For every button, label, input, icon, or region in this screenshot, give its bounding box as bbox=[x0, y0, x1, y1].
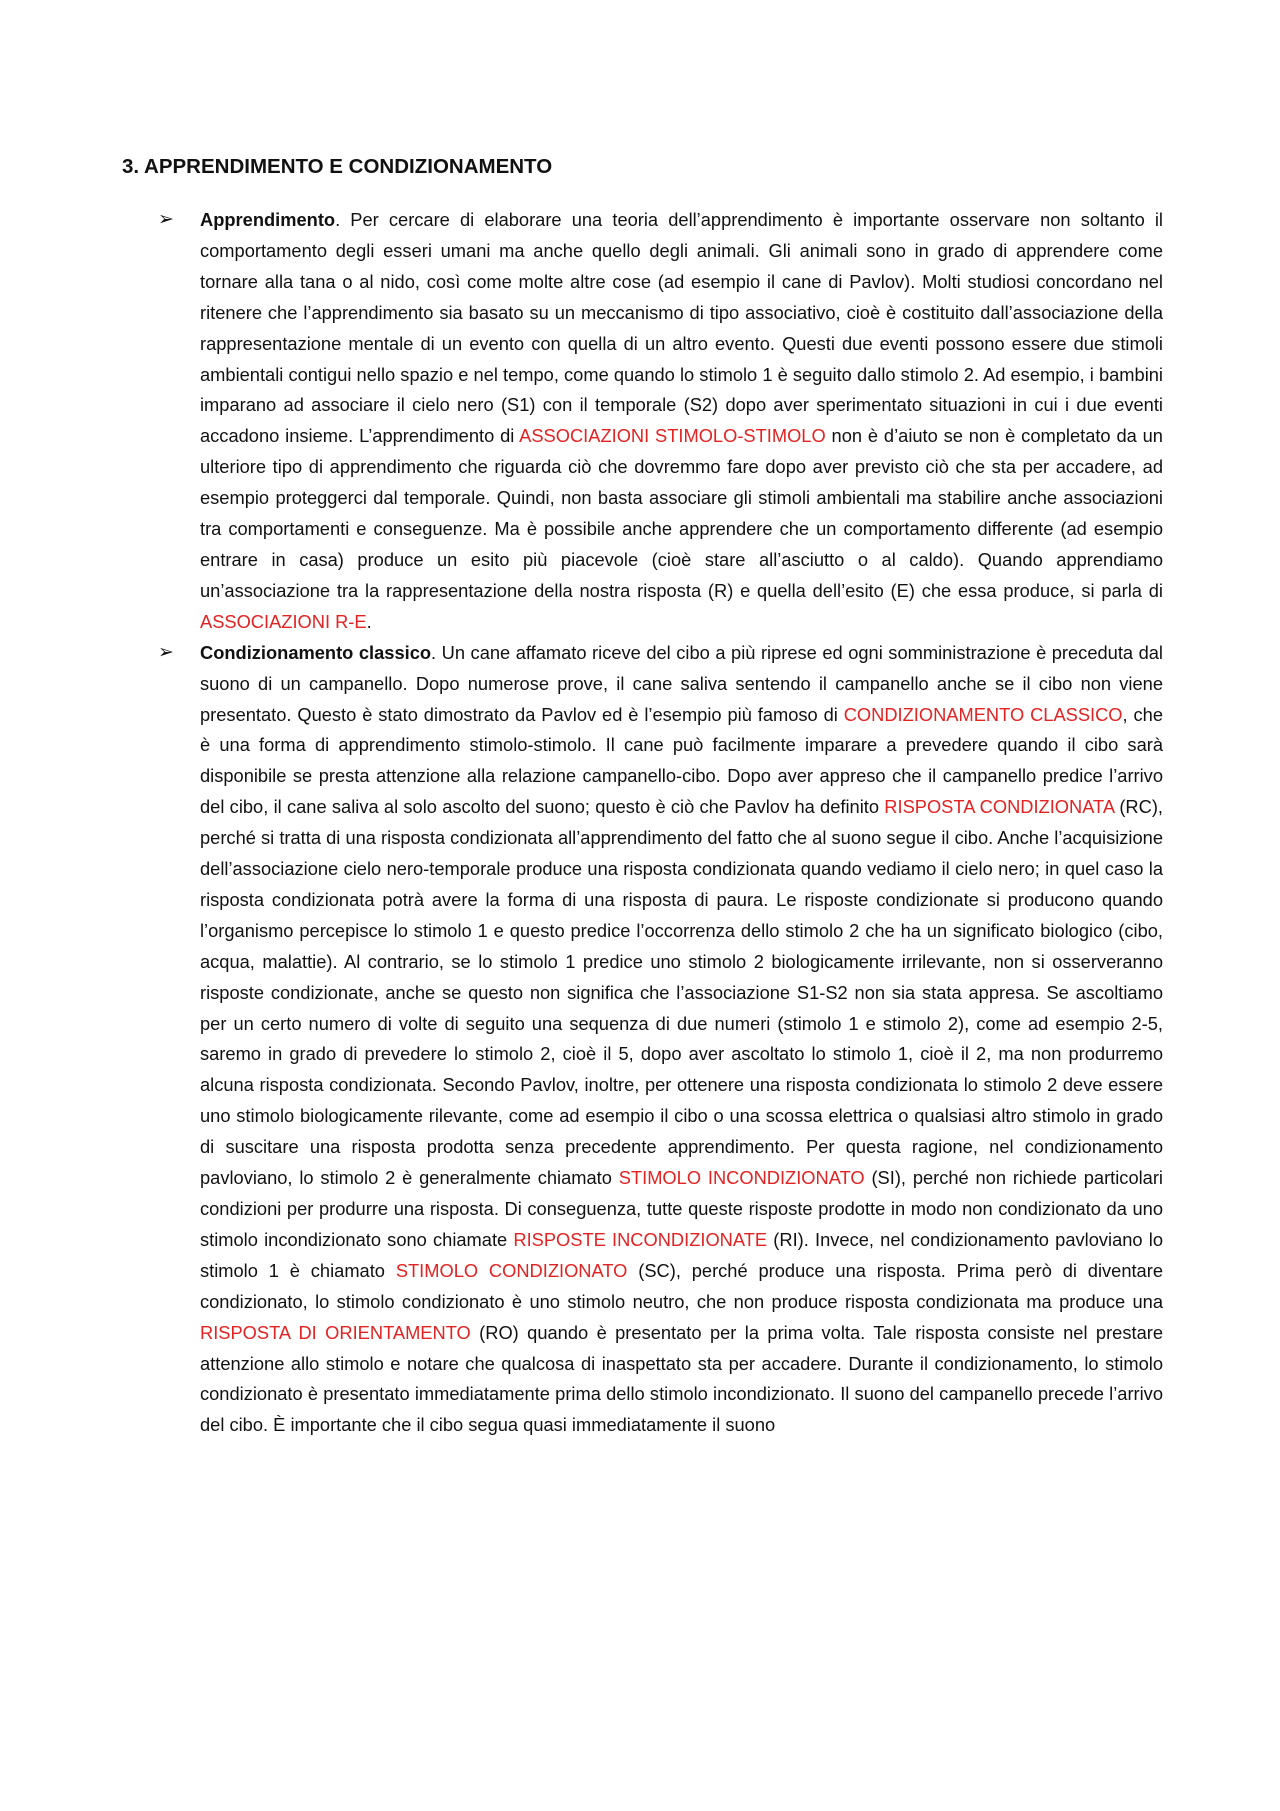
paragraph-text: (RO) quando è presentato per la prima volta. Tale risposta consiste nel prestare attenzione allo stimolo e notare che qualcosa di inaspettato sta per accadere. Durante il condizionamento, lo stimolo condizionato è presentato immediatamente prima dello stimolo incondizionato. Il suono del campanello precede l’arrivo del cibo. È importante che il cibo segua quasi immediatamente il suono bbox=[200, 1321, 1163, 1436]
highlighted-term: RISPOSTA CONDIZIONATA bbox=[884, 796, 1115, 818]
arrowhead-bullet-icon: ➢ bbox=[158, 209, 174, 230]
highlighted-term: CONDIZIONAMENTO CLASSICO bbox=[843, 703, 1123, 725]
paragraph-text: (RI). Invece, nel condizionamento pavloviano lo stimolo 1 è chiamato bbox=[200, 1228, 1163, 1281]
highlighted-term: RISPOSTE INCONDIZIONATE bbox=[513, 1228, 768, 1250]
bullet-item-apprendimento bbox=[158, 205, 1163, 638]
highlighted-term: STIMOLO INCONDIZIONATO bbox=[618, 1167, 865, 1189]
bullet-paragraph bbox=[200, 205, 1163, 638]
paragraph-text: . Un cane affamato riceve del cibo a più riprese ed ogni somministrazione è preceduta dal suono di un campanello. Dopo numerose prove, il cane saliva sentendo il campanello anche se il cibo non viene presentato. Questo è stato dimostrato da Pavlov ed è l’esempio più famoso di bbox=[200, 641, 1163, 725]
paragraph-text: (RC), perché si tratta di una risposta condizionata all’apprendimento del fatto che al suono segue il cibo. Anche l’acquisizione dell’associazione cielo nero-temporale produce una risposta condizionata quando vediamo il cielo nero; in quel caso la risposta condizionata potrà avere la forma di una risposta di paura. Le risposte condizionate si producono quando l’organismo percepisce lo stimolo 1 e questo predice l’occorrenza dello stimolo 2 che ha un significato biologico (cibo, acqua, malattie). Al contrario, se lo stimolo 1 predice uno stimolo 2 biologicamente irrilevante, non si osserveranno risposte condizionate, anche se questo non significa che l’associazione S1-S2 non sia stata appresa. Se ascoltiamo per un certo numero di volte di seguito una sequenza di due numeri (stimolo 1 e stimolo 2), come ad esempio 2-5, saremo in grado di prevedere lo stimolo 2, cioè il 5, dopo aver ascoltato lo stimolo 1, cioè il 2, ma non produrremo alcuna risposta condizionata. Secondo Pavlov, inoltre, per ottenere una risposta condizionata lo stimolo 2 deve essere uno stimolo biologicamente rilevante, come ad esempio il cibo o una scossa elettrica o qualsiasi altro stimolo in grado di suscitare una risposta prodotta senza precedente apprendimento. Per questa ragione, nel condizionamento pavloviano, lo stimolo 2 è generalmente chiamato bbox=[200, 796, 1164, 1189]
bullet-lead-term: Condizionamento classico bbox=[200, 641, 432, 663]
section-title: 3. APPRENDIMENTO E CONDIZIONAMENTO bbox=[122, 155, 553, 178]
paragraph-text: . Per cercare di elaborare una teoria dell’apprendimento è importante osservare non soltanto il comportamento degli esseri umani ma anche quello degli animali. Gli animali sono in grado di apprendere come tornare alla tana o al nido, così come molte altre cose (ad esempio il cane di Pavlov). Molti studiosi concordano nel ritenere che l’apprendimento sia basato su un meccanismo di tipo associativo, cioè è costituito dall’associazione della rappresentazione mentale di un evento con quella di un altro evento. Questi due eventi possono essere due stimoli ambientali contigui nello spazio e nel tempo, come quando lo stimolo 1 è seguito dallo stimolo 2. Ad esempio, i bambini imparano ad associare il cielo nero (S1) con il temporale (S2) dopo aver sperimentato situazioni in cui i due eventi accadono insieme. L’apprendimento di bbox=[200, 209, 1163, 447]
arrowhead-bullet-icon: ➢ bbox=[158, 641, 174, 663]
highlighted-term: ASSOCIAZIONI R-E bbox=[200, 610, 367, 632]
paragraph-text: (SC), perché produce una risposta. Prima però di diventare condizionato, lo stimolo condizionato è uno stimolo neutro, che non produce risposta condizionata ma produce una bbox=[200, 1259, 1163, 1312]
bullet-lead-term: Apprendimento bbox=[200, 209, 336, 230]
paragraph-text: . bbox=[366, 610, 372, 632]
bullet-list bbox=[158, 205, 1163, 1441]
paragraph-text: , che è una forma di apprendimento stimolo-stimolo. Il cane può facilmente imparare a prevedere quando il cibo sarà disponibile se presta attenzione alla relazione campanello-cibo. Dopo aver appreso che il campanello predice l’arrivo del cibo, il cane saliva al solo ascolto del suono; questo è ciò che Pavlov ha definito bbox=[200, 703, 1163, 818]
paragraph-text: non è d’aiuto se non è completato da un ulteriore tipo di apprendimento che riguarda ciò che dovremmo fare dopo aver previsto ciò che sta per accadere, ad esempio proteggerci dal temporale. Quindi, non basta associare gli stimoli ambientali ma stabilire anche associazioni tra comportamenti e conseguenze. Ma è possibile anche apprendere che un comportamento differente (ad esempio entrare in casa) produce un esito più piacevole (cioè stare all’asciutto o al caldo). Quando apprendiamo un’associazione tra la rappresentazione della nostra risposta (R) e quella dell’esito (E) che essa produce, si parla di bbox=[200, 425, 1163, 601]
highlighted-term: ASSOCIAZIONI STIMOLO-STIMOLO bbox=[519, 425, 826, 447]
paragraph-text: (SI), perché non richiede particolari condizioni per produrre una risposta. Di conseguenza, tutte queste risposte prodotte in modo non condizionato da uno stimolo incondizionato sono chiamate bbox=[200, 1167, 1163, 1250]
bullet-paragraph bbox=[200, 638, 1163, 1442]
bullet-item-condizionamento-classico bbox=[158, 638, 1163, 1442]
highlighted-term: STIMOLO CONDIZIONATO bbox=[395, 1259, 628, 1281]
highlighted-term: RISPOSTA DI ORIENTAMENTO bbox=[200, 1321, 471, 1343]
